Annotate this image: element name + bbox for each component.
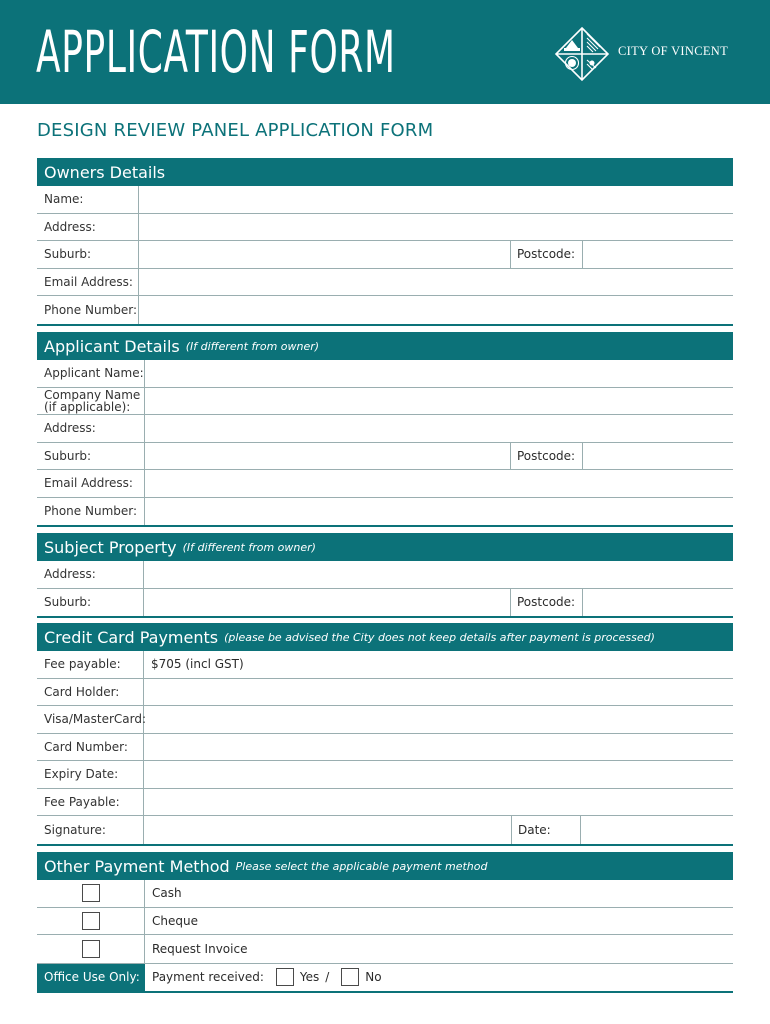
- card-type-row: [37, 706, 733, 734]
- cheque-checkbox-cell: [37, 908, 145, 935]
- card-holder-field[interactable]: [144, 679, 733, 706]
- date-label: Date:: [511, 816, 581, 844]
- property-suburb-row: [37, 589, 733, 617]
- card-body: [37, 651, 733, 846]
- card-number-row: [37, 734, 733, 762]
- signature-field[interactable]: [144, 816, 511, 844]
- cash-checkbox-cell: [37, 880, 145, 907]
- office-use-row: [37, 963, 733, 991]
- company-name-field[interactable]: [145, 388, 733, 415]
- payment-option-row: [37, 880, 733, 908]
- applicant-name-label: Applicant Name:: [37, 360, 145, 387]
- cheque-checkbox[interactable]: [82, 912, 100, 930]
- applicant-suburb-label: Suburb:: [37, 443, 145, 470]
- owner-phone-label: Phone Number:: [37, 296, 139, 324]
- property-address-label: Address:: [37, 561, 144, 588]
- applicant-postcode-field[interactable]: [583, 443, 733, 470]
- owner-email-label: Email Address:: [37, 269, 139, 296]
- owner-phone-row: [37, 296, 733, 324]
- expiry-row: [37, 761, 733, 789]
- payment-received-label: Payment received:: [152, 970, 264, 984]
- card-type-label: Visa/MasterCard:: [37, 706, 144, 733]
- company-name-label-line1: Company Name: [44, 387, 141, 402]
- company-name-label: [37, 388, 145, 415]
- fee-label: Fee payable:: [37, 651, 144, 678]
- other-payment-title: Other Payment Method: [44, 856, 230, 876]
- owner-address-label: Address:: [37, 214, 139, 241]
- card-number-field[interactable]: [144, 734, 733, 761]
- company-name-row: [37, 388, 733, 416]
- applicant-address-row: [37, 415, 733, 443]
- owners-section: [37, 158, 733, 326]
- property-address-row: [37, 561, 733, 589]
- header-banner: [0, 0, 770, 104]
- payment-yes-label: Yes: [299, 970, 320, 984]
- applicant-phone-label: Phone Number:: [37, 498, 145, 526]
- fee-row: [37, 651, 733, 679]
- payment-no-checkbox[interactable]: [341, 968, 359, 986]
- owners-body: [37, 186, 733, 326]
- office-use-field: [145, 964, 733, 991]
- applicant-name-field[interactable]: [145, 360, 733, 387]
- property-note: (If different from owner): [182, 540, 316, 554]
- card-holder-row: [37, 679, 733, 707]
- payment-option-row: [37, 935, 733, 963]
- other-payment-body: [37, 880, 733, 993]
- date-field[interactable]: [581, 816, 733, 844]
- company-name-label-line2: (if applicable):: [44, 399, 131, 414]
- applicant-postcode-label: Postcode:: [510, 443, 583, 470]
- yes-no-separator: /: [325, 970, 330, 984]
- applicant-note: (If different from owner): [185, 339, 320, 353]
- property-postcode-field[interactable]: [583, 589, 733, 617]
- fee-payable-label: Fee Payable:: [37, 789, 144, 816]
- applicant-section: [37, 332, 733, 527]
- owners-header: [37, 158, 733, 186]
- fee-payable-row: [37, 789, 733, 817]
- owner-phone-field[interactable]: [139, 296, 733, 324]
- property-body: [37, 561, 733, 618]
- form-title: DESIGN REVIEW PANEL APPLICATION FORM: [37, 120, 434, 141]
- owner-suburb-label: Suburb:: [37, 241, 139, 268]
- card-section: [37, 623, 733, 846]
- owner-address-row: [37, 214, 733, 242]
- applicant-title: Applicant Details: [44, 336, 180, 356]
- invoice-label: Request Invoice: [152, 941, 248, 956]
- applicant-email-field[interactable]: [145, 470, 733, 497]
- expiry-label: Expiry Date:: [37, 761, 144, 788]
- applicant-header: [37, 332, 733, 360]
- cash-checkbox[interactable]: [82, 884, 100, 902]
- property-title: Subject Property: [44, 537, 177, 557]
- owner-postcode-label: Postcode:: [510, 241, 583, 268]
- property-suburb-field[interactable]: [144, 589, 510, 617]
- applicant-name-row: [37, 360, 733, 388]
- signature-row: [37, 816, 733, 844]
- applicant-suburb-field[interactable]: [145, 443, 510, 470]
- cash-label: Cash: [152, 886, 182, 901]
- property-header: [37, 533, 733, 561]
- invoice-checkbox[interactable]: [82, 940, 100, 958]
- fee-payable-field[interactable]: [144, 789, 733, 816]
- applicant-email-label: Email Address:: [37, 470, 145, 497]
- property-postcode-label: Postcode:: [510, 589, 583, 617]
- payment-yes-checkbox[interactable]: [276, 968, 294, 986]
- city-crest-icon: [554, 26, 610, 82]
- owner-email-row: [37, 269, 733, 297]
- property-suburb-label: Suburb:: [37, 589, 144, 617]
- property-section: [37, 533, 733, 618]
- applicant-phone-field[interactable]: [145, 498, 733, 526]
- owner-name-label: Name:: [37, 186, 139, 213]
- owner-email-field[interactable]: [139, 269, 733, 296]
- applicant-email-row: [37, 470, 733, 498]
- owner-postcode-field[interactable]: [583, 241, 733, 268]
- expiry-field[interactable]: [144, 761, 733, 788]
- applicant-address-field[interactable]: [145, 415, 733, 442]
- other-payment-header: [37, 852, 733, 880]
- payment-option-row: [37, 908, 733, 936]
- invoice-checkbox-cell: [37, 935, 145, 963]
- signature-label: Signature:: [37, 816, 144, 844]
- card-header: [37, 623, 733, 651]
- card-type-field[interactable]: [144, 706, 733, 733]
- applicant-suburb-row: [37, 443, 733, 471]
- card-note: (please be advised the City does not keep details after payment is processed): [224, 630, 655, 644]
- cheque-label: Cheque: [152, 913, 198, 928]
- applicant-address-label: Address:: [37, 415, 145, 442]
- office-use-label: Office Use Only:: [37, 964, 145, 991]
- applicant-body: [37, 360, 733, 527]
- banner-title: APPLICATION FORM: [36, 18, 396, 86]
- card-title: Credit Card Payments: [44, 627, 219, 647]
- owner-name-row: [37, 186, 733, 214]
- property-address-field[interactable]: [144, 561, 733, 588]
- applicant-phone-row: [37, 498, 733, 526]
- city-brand-name: CITY OF VINCENT: [618, 44, 729, 58]
- other-payment-note: Please select the applicable payment method: [235, 859, 488, 873]
- owner-name-field[interactable]: [139, 186, 733, 213]
- card-number-label: Card Number:: [37, 734, 144, 761]
- owners-title: Owners Details: [44, 162, 166, 182]
- owner-suburb-field[interactable]: [139, 241, 510, 268]
- owner-suburb-row: [37, 241, 733, 269]
- owner-address-field[interactable]: [139, 214, 733, 241]
- payment-no-label: No: [365, 970, 382, 984]
- other-payment-section: [37, 852, 733, 993]
- fee-value: $705 (incl GST): [151, 657, 244, 672]
- card-holder-label: Card Holder:: [37, 679, 144, 706]
